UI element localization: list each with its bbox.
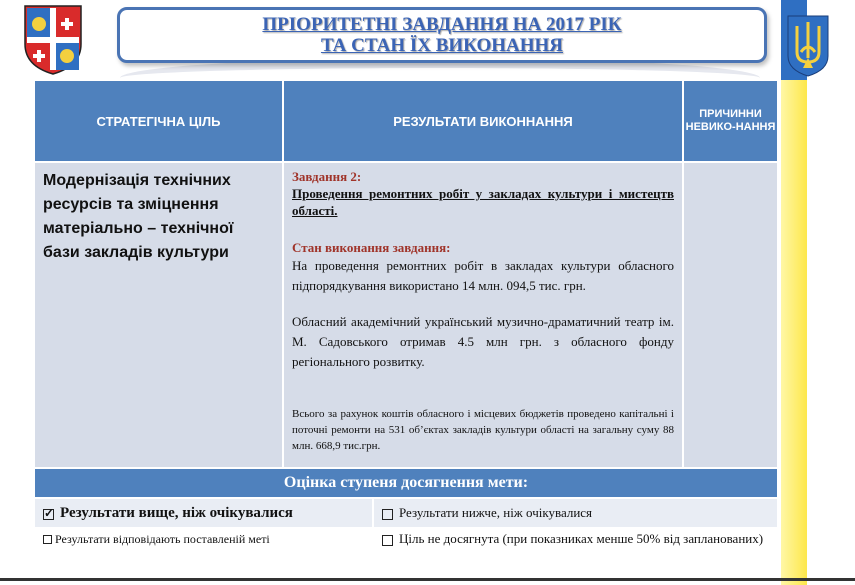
trident-icon bbox=[783, 12, 833, 78]
bottom-divider bbox=[0, 578, 855, 581]
task-title: Проведення ремонтних робіт у закладах культури і мистецтв області. bbox=[292, 186, 674, 218]
option-label: Результати відповідають поставленій меті bbox=[55, 532, 270, 546]
title-line-1: ПРІОРИТЕТНІ ЗАВДАННЯ НА 2017 РІК bbox=[262, 14, 622, 35]
title-line-2: ТА СТАН ЇХ ВИКОНАННЯ bbox=[320, 35, 564, 56]
option-goal-not-achieved[interactable] bbox=[374, 529, 777, 567]
option-below-expected[interactable] bbox=[374, 499, 777, 527]
option-label: Результати вище, ніж очікувалися bbox=[60, 504, 293, 521]
goal-text: Модернізація технічних ресурсів та зміцнення матеріально – технічної бази закладів культури bbox=[43, 172, 234, 261]
status-paragraph-2: Обласний академічний український музично-драматичний театр ім. М. Садовського отримав 4.5 млн грн. з обласного фонду регіонального розвитку. bbox=[292, 314, 674, 369]
option-above-expected[interactable] bbox=[35, 499, 374, 527]
priority-table bbox=[35, 81, 777, 567]
goal-cell bbox=[35, 163, 284, 467]
results-cell bbox=[284, 163, 684, 467]
status-label: Стан виконання завдання: bbox=[292, 240, 451, 255]
option-label: Результати нижче, ніж очікувалися bbox=[399, 505, 593, 520]
checkbox-icon[interactable] bbox=[43, 535, 52, 544]
header-results: РЕЗУЛЬТАТИ ВИКОННАННЯ bbox=[284, 81, 684, 161]
status-paragraph-1: На проведення ремонтних робіт в закладах культури обласного підпорядкування використано 14 млн. 094,5 тис. грн. bbox=[292, 258, 674, 293]
table-row bbox=[35, 161, 777, 467]
option-meets-goal[interactable] bbox=[35, 529, 374, 567]
checkbox-checked-icon[interactable] bbox=[43, 509, 54, 520]
flag-stripe-yellow bbox=[781, 80, 807, 585]
reasons-cell bbox=[684, 163, 777, 467]
assessment-row-2 bbox=[35, 527, 777, 567]
coat-of-arms-rivne-icon bbox=[21, 4, 85, 76]
table-header-row bbox=[35, 81, 777, 161]
page-title bbox=[117, 7, 767, 63]
assessment-row-1 bbox=[35, 497, 777, 527]
status-paragraph-3: Всього за рахунок коштів обласного і місцевих бюджетів проведено капітальні і поточні ремонти на 531 об’єктах закладів культури області на загальну суму 88 млн. 668,9 тис.грн. bbox=[292, 408, 674, 452]
option-label: Ціль не досягнута (при показниках менше 50% від запланованих) bbox=[399, 531, 764, 546]
assessment-title: Оцінка ступеня досягнення мети: bbox=[35, 467, 777, 497]
checkbox-icon[interactable] bbox=[382, 535, 393, 546]
header-strategic-goal: СТРАТЕГІЧНА ЦІЛЬ bbox=[35, 81, 284, 161]
checkbox-icon[interactable] bbox=[382, 509, 393, 520]
task-label: Завдання 2: bbox=[292, 169, 362, 184]
header-reasons: ПРИЧИННИ НЕВИКО-НАННЯ bbox=[684, 81, 777, 161]
